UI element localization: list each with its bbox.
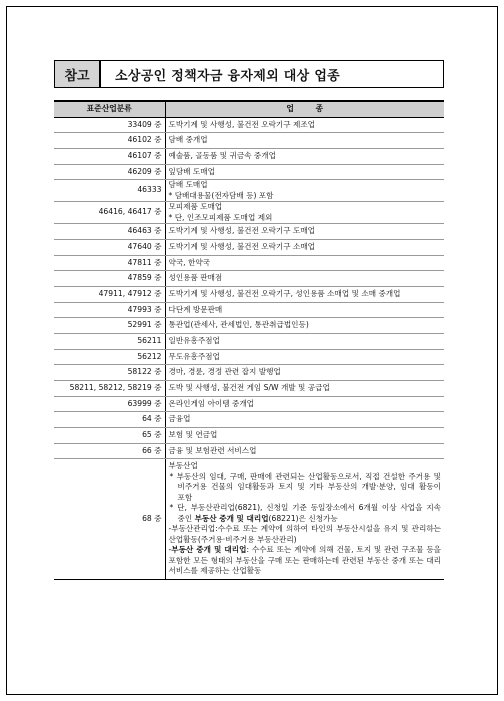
table-row [54,117,444,133]
industry-description [165,202,444,224]
industry-code: 56212 [54,349,165,365]
industry-code: 64 중 [54,412,165,428]
document-title-box [54,60,444,88]
table-row [54,302,444,318]
industry-description [165,117,444,133]
industry-description [165,164,444,180]
real-estate-note-definition: * 부동산의 임대, 구매, 판매에 관련되는 산업활동으로서, 직접 건설한 주거용 및 비주거용 건물의 임대활동과 토지 및 기타 부동산의 개발·분양, 임대 활동이 포함 [169,471,441,502]
table-row [54,255,444,271]
industry-code: 46102 중 [54,133,165,149]
industry-code: 47811 중 [54,255,165,271]
industry-name: 담배 도매업 [168,180,208,190]
real-estate-note-exception: * 단, 부동산관리업(6821), 신청일 기준 동일장소에서 6개월 이상 사업을 지속 중인 부동산 중개 및 대리업(68221)은 신청가능 [169,503,441,523]
industry-name: 약국, 한약국 [168,257,211,267]
industry-code: 66 중 [54,443,165,459]
industry-description [165,271,444,287]
industry-description [165,333,444,349]
industry-name: 도박기계 및 사행성, 불건전 오락기구 소매업 [168,241,316,251]
industry-code: 47911, 47912 중 [54,286,165,302]
table-row-real-estate [54,459,444,579]
industry-name: 금융업 [168,414,191,424]
table-row [54,148,444,164]
industry-code: 47640 중 [54,239,165,255]
industry-name: 통관업(관세사, 관세법인, 통관취급법인등) [168,320,309,330]
industry-code: 46209 중 [54,164,165,180]
industry-name: 도박 및 사행성, 불건전 게임 S/W 개발 및 공급업 [168,383,330,393]
industry-description [165,428,444,444]
industry-note: * 단, 인조모피제품 도매업 제외 [168,212,273,222]
industry-code: 47993 중 [54,302,165,318]
table-row [54,349,444,365]
table-row [54,164,444,180]
industry-name: 잎담배 도매업 [168,166,215,176]
table-row [54,333,444,349]
table-row [54,412,444,428]
industry-code: 46416, 46417 중 [54,202,165,224]
table-row [54,428,444,444]
industry-description [165,365,444,381]
industry-description [165,459,444,579]
real-estate-sub-brokerage: -부동산 중개 및 대리업: 수수료 또는 계약에 의해 건물, 토지 및 관련 구조물 등을 포함한 모든 형태의 부동산을 구매 또는 판매하는데 관련된 부동산 중개 또는 대리 서비스를 제공하는 산업활동 [168,545,442,576]
industry-name: 성인용품 판매점 [168,273,223,283]
industry-name: 경마, 경륜, 경정 관련 잡지 발행업 [168,367,281,377]
industry-code: 68 중 [54,459,165,579]
industry-code: 65 중 [54,428,165,444]
table-row [54,271,444,287]
table-header-row [54,101,444,117]
industry-code: 47859 중 [54,271,165,287]
industry-name: 무도유흥주점업 [168,351,220,361]
industry-name: 금융 및 보험관련 서비스업 [168,445,257,455]
industry-code: 63999 중 [54,396,165,412]
industry-description [165,412,444,428]
table-row [54,381,444,397]
real-estate-heading: 부동산업 [168,461,198,471]
table-row [54,365,444,381]
industry-name: 도박기계 및 사행성, 불건전 오락기구, 성인용품 소매업 및 소매 중개업 [168,288,401,298]
table-row [54,239,444,255]
industry-description [165,180,444,202]
industry-description [165,239,444,255]
industry-name: 일반유흥주점업 [168,336,220,346]
industry-description [165,302,444,318]
industry-description [165,318,444,334]
industry-code: 58122 중 [54,365,165,381]
industry-name: 담배 중개업 [168,135,208,145]
industry-description [165,148,444,164]
industry-code: 58211, 58212, 58219 중 [54,381,165,397]
industry-description [165,349,444,365]
title-tag: 참고 [55,61,101,87]
industry-name: 모피제품 도매업 [168,202,223,212]
table-row [54,180,444,202]
header-industry-name: 업 종 [165,101,444,117]
industry-code: 33409 중 [54,117,165,133]
industry-code: 56211 [54,333,165,349]
industry-note: * 담배대용물(전자담배 등) 포함 [168,190,274,200]
industry-code: 46333 [54,180,165,202]
table-row [54,224,444,240]
table-row [54,202,444,224]
table-row [54,133,444,149]
industry-description [165,255,444,271]
industry-name: 다단계 방문판매 [168,304,223,314]
industry-description [165,443,444,459]
industry-code: 52991 중 [54,318,165,334]
table-row [54,396,444,412]
table-row [54,318,444,334]
industry-description [165,396,444,412]
header-industry-code: 표준산업분류 [54,101,165,117]
industry-code: 46463 중 [54,224,165,240]
industry-name: 보험 및 연금업 [168,430,218,440]
industry-description [165,381,444,397]
table-row [54,443,444,459]
real-estate-sub-management: -부동산관리업:수수료 또는 계약에 의하여 타인의 부동산시설을 유지 및 관리하는 산업활동(주거용·비주거용 부동산관리) [168,524,441,544]
excluded-industries-table [54,100,444,580]
industry-description [165,286,444,302]
industry-description [165,133,444,149]
document-title: 소상공인 정책자금 융자제외 대상 업종 [115,68,341,84]
industry-code: 46107 중 [54,148,165,164]
table-row [54,286,444,302]
industry-name: 예술품, 골동품 및 귀금속 중개업 [168,150,276,160]
industry-name: 도박기계 및 사행성, 불건전 오락기구 제조업 [168,119,316,129]
industry-name: 도박기계 및 사행성, 불건전 오락기구 도매업 [168,226,316,236]
industry-name: 온라인게임 아이템 중개업 [168,398,255,408]
industry-description [165,224,444,240]
